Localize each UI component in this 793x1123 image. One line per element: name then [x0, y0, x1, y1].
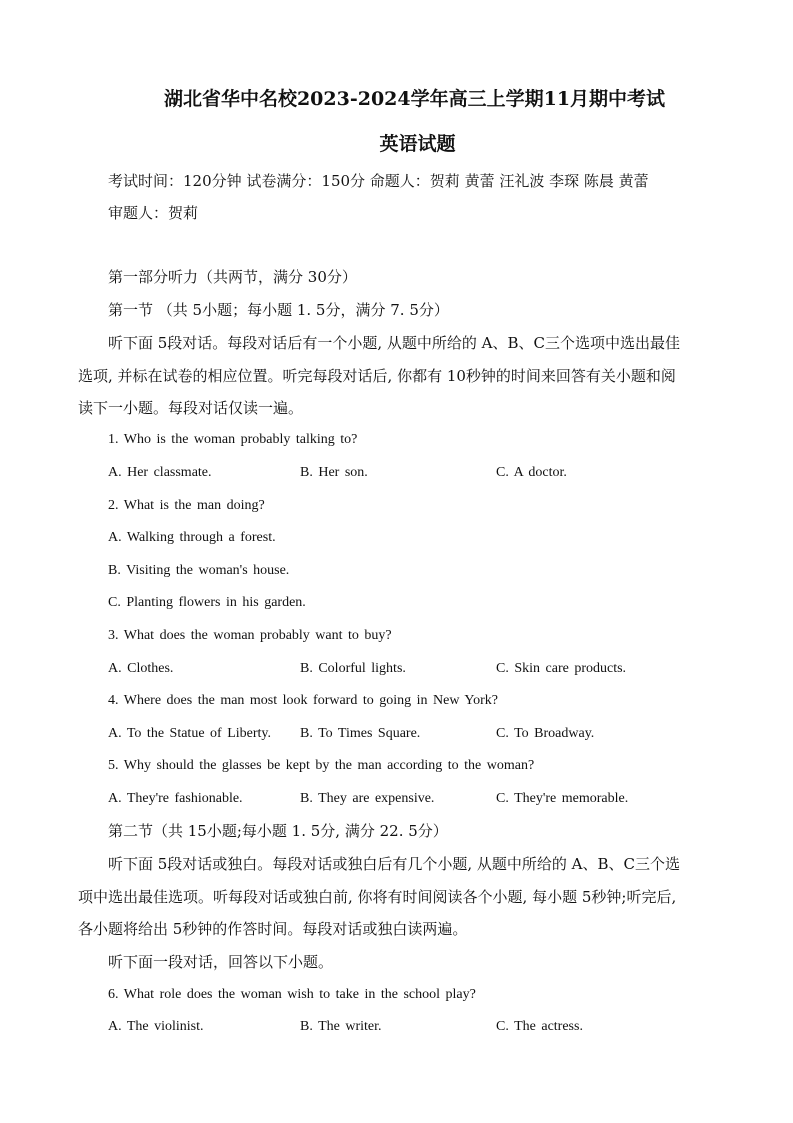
- question-4-stem: 4. Where does the man most look forward to going in New York?: [108, 693, 499, 708]
- section1-instruction-line: 选项, 并标在试卷的相应位置。听完每段对话后, 你都有 10秒钟的时间来回答有关小题和阅: [78, 367, 676, 385]
- question-6-option-c: C. The actress.: [496, 1019, 583, 1034]
- question-1-option-c: C. A doctor.: [496, 465, 567, 480]
- exam-meta-line: 考试时间：120分钟 试卷满分：150分 命题人：贺莉 黄蕾 汪礼波 李琛 陈晨 黄蕾: [108, 172, 649, 190]
- question-1-option-b: B. Her son.: [300, 465, 368, 480]
- question-3-option-c: C. Skin care products.: [496, 661, 627, 676]
- section1-instruction-line: 读下一小题。每段对话仅读一遍。: [78, 399, 304, 417]
- question-3-option-b: B. Colorful lights.: [300, 661, 406, 676]
- question-5-option-c: C. They're memorable.: [496, 791, 629, 806]
- exam-title: 湖北省华中名校2023-2024学年高三上学期11月期中考试: [163, 88, 666, 110]
- question-2-option-a: A. Walking through a forest.: [108, 530, 276, 545]
- part1-heading: 第一部分听力（共两节，满分 30分）: [108, 268, 357, 286]
- question-2-option-b: B. Visiting the woman's house.: [108, 563, 290, 578]
- question-2-option-c: C. Planting flowers in his garden.: [108, 595, 306, 610]
- question-5-option-b: B. They are expensive.: [300, 791, 435, 806]
- question-5-stem: 5. Why should the glasses be kept by the man according to the woman?: [108, 758, 535, 773]
- section1-instruction-line: 听下面 5段对话。每段对话后有一个小题, 从题中所给的 A、B、C三个选项中选出最佳: [108, 334, 680, 352]
- section2-instruction-line: 项中选出最佳选项。听每段对话或独白前, 你将有时间阅读各个小题, 每小题 5秒钟;听完后,: [78, 888, 677, 906]
- question-6-stem: 6. What role does the woman wish to take in the school play?: [108, 987, 476, 1002]
- section2-prompt: 听下面一段对话，回答以下小题。: [108, 953, 334, 971]
- section2-heading: 第二节（共 15小题;每小题 1. 5分, 满分 22. 5分）: [108, 822, 448, 840]
- section1-heading: 第一节 （共 5小题；每小题 1. 5分，满分 7. 5分）: [108, 301, 449, 319]
- section2-instruction-line: 各小题将给出 5秒钟的作答时间。每段对话或独白读两遍。: [78, 920, 468, 938]
- question-1-stem: 1. Who is the woman probably talking to?: [108, 432, 358, 447]
- section2-instruction-line: 听下面 5段对话或独白。每段对话或独白后有几个小题, 从题中所给的 A、B、C三个选: [108, 855, 680, 873]
- question-3-option-a: A. Clothes.: [108, 661, 174, 676]
- exam-subtitle: 英语试题: [379, 133, 456, 155]
- question-1-option-a: A. Her classmate.: [108, 465, 212, 480]
- exam-reviewer-line: 审题人：贺莉: [108, 204, 199, 222]
- question-4-option-b: B. To Times Square.: [300, 726, 421, 741]
- question-4-option-c: C. To Broadway.: [496, 726, 595, 741]
- question-4-option-a: A. To the Statue of Liberty.: [108, 726, 271, 741]
- question-5-option-a: A. They're fashionable.: [108, 791, 243, 806]
- question-2-stem: 2. What is the man doing?: [108, 498, 265, 513]
- question-3-stem: 3. What does the woman probably want to buy?: [108, 628, 392, 643]
- question-6-option-b: B. The writer.: [300, 1019, 382, 1034]
- question-6-option-a: A. The violinist.: [108, 1019, 204, 1034]
